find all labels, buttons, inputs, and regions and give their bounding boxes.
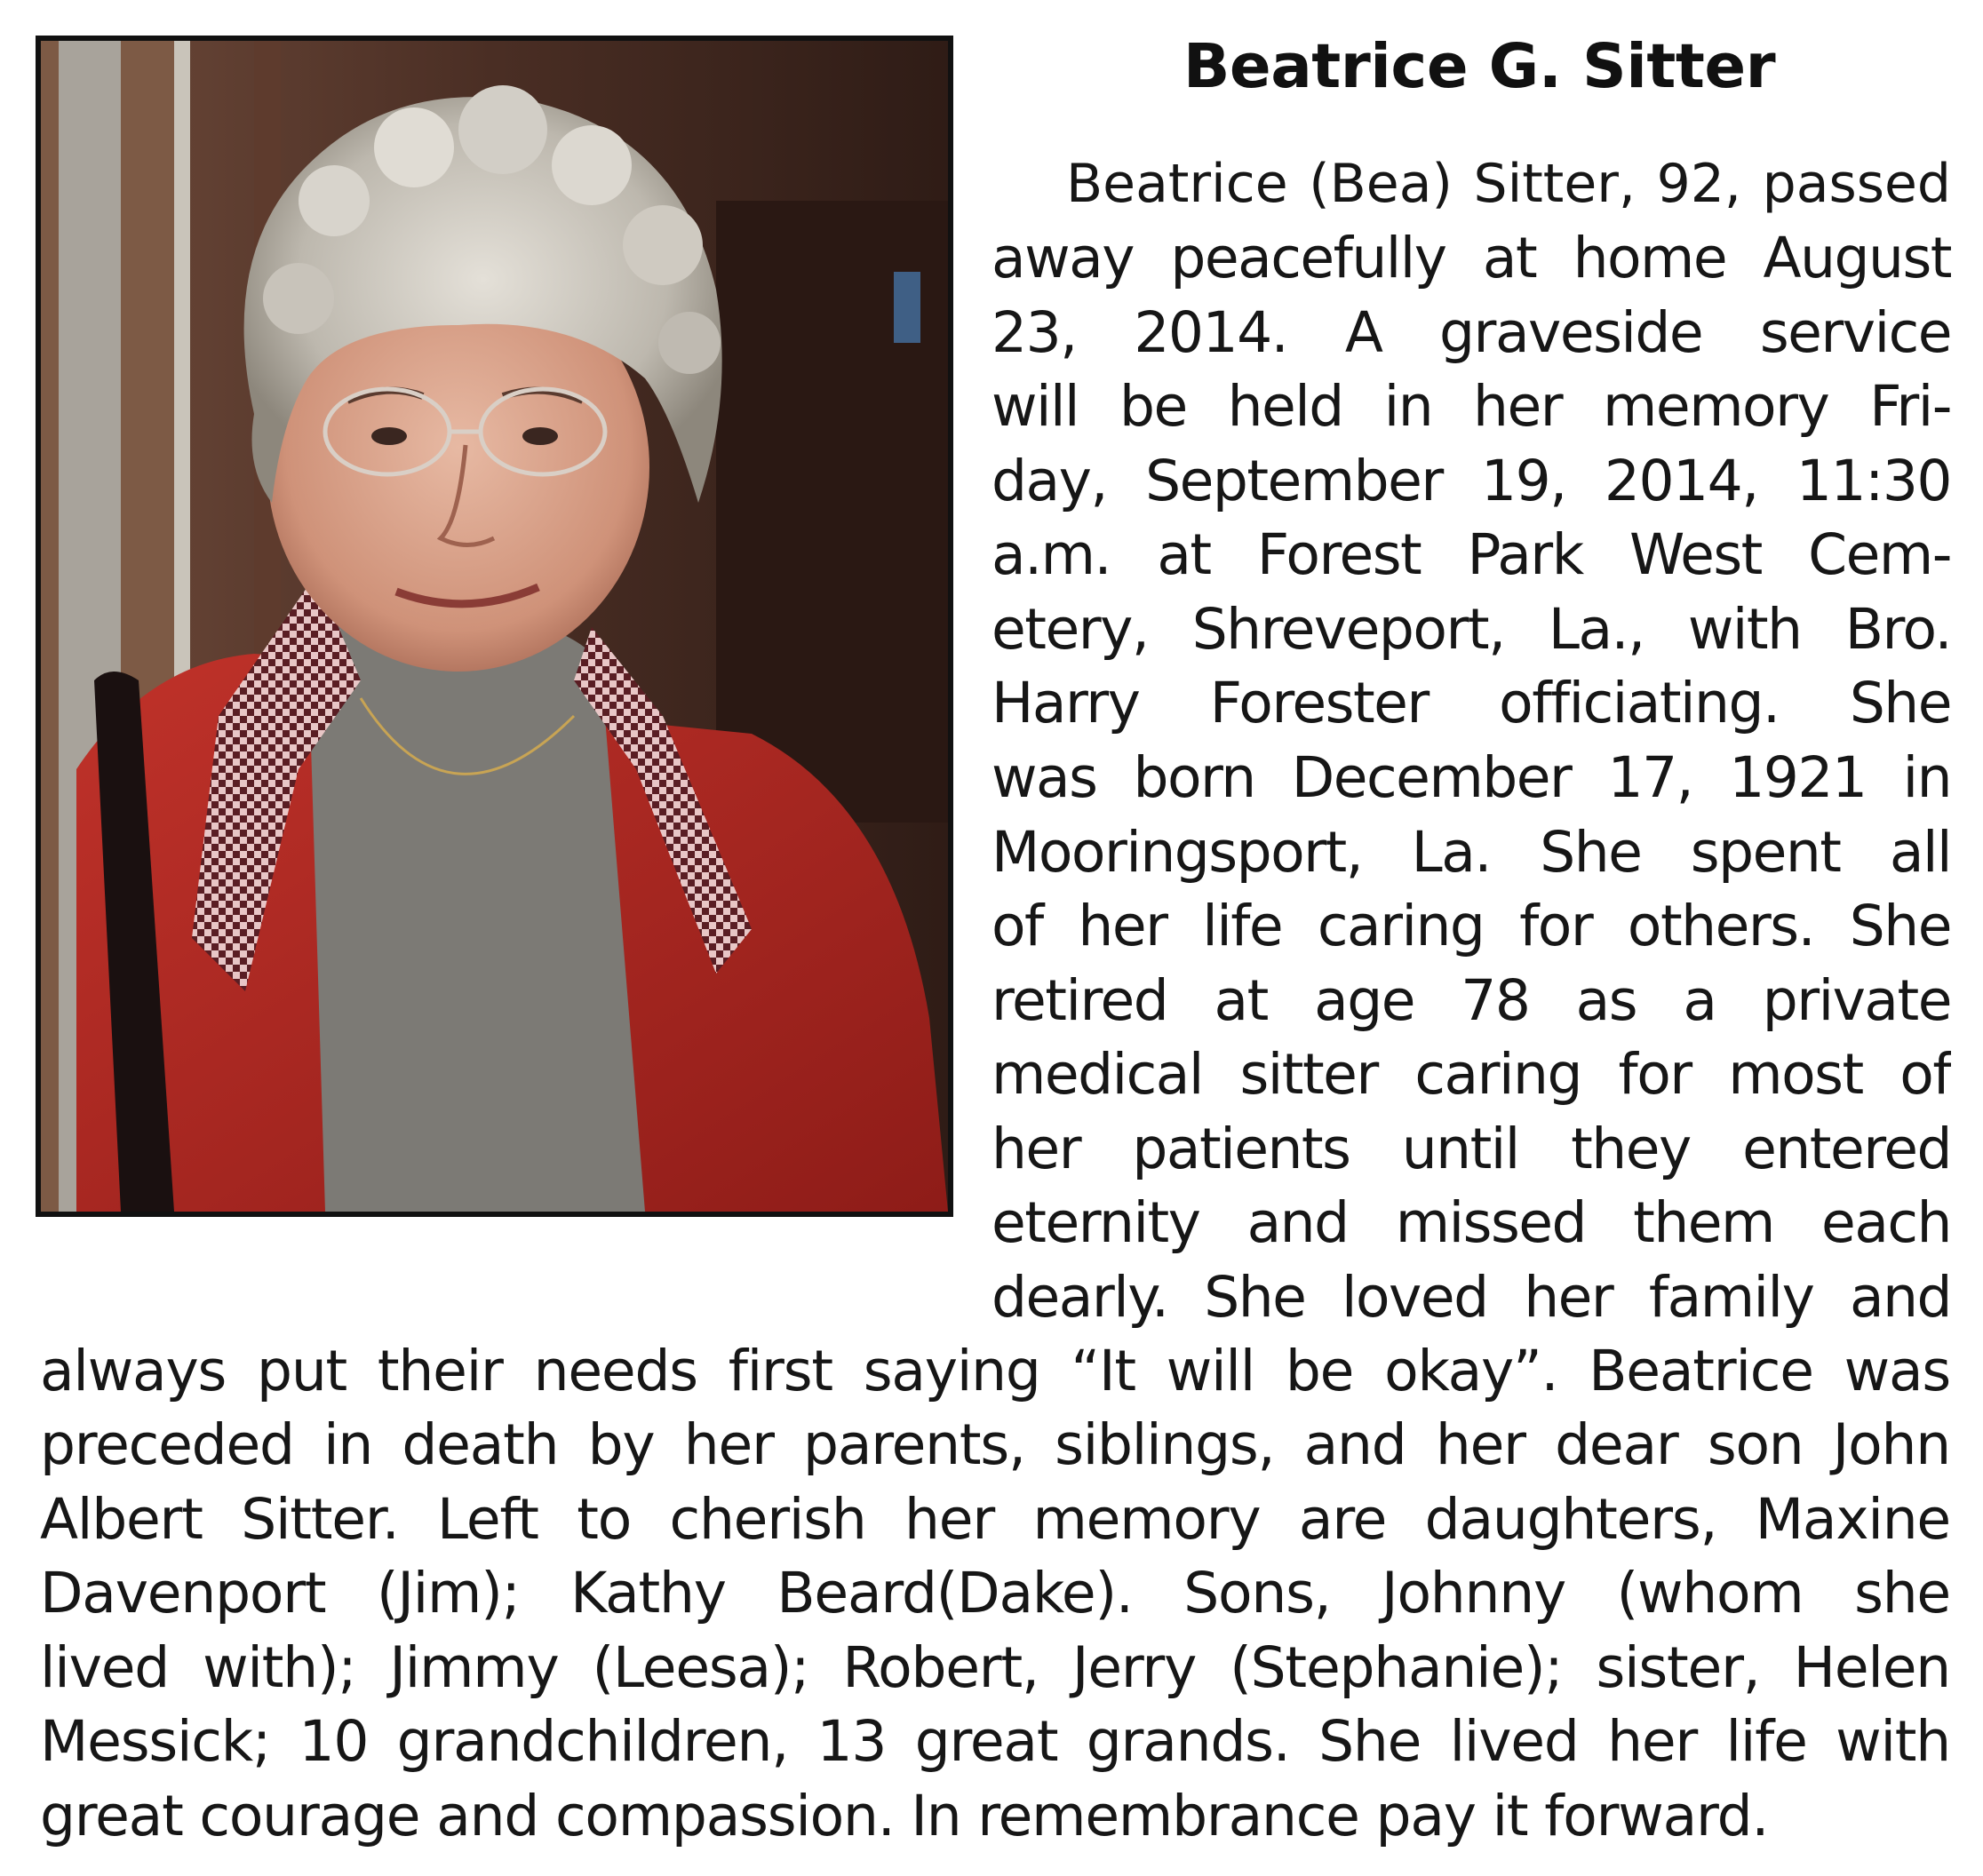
body-line: Mooringsport, La. She spent all — [992, 820, 1951, 885]
obituary-title: Beatrice G. Sitter — [1183, 31, 1776, 102]
body-line: a.m. at Forest Park West Cem- — [992, 522, 1951, 587]
body-line: day, September 19, 2014, 11:30 — [992, 449, 1951, 513]
body-line: Albert Sitter. Left to cherish her memory are daughters, Maxine — [40, 1487, 1950, 1552]
body-line: preceded in death by her parents, siblings, and her dear son John — [40, 1412, 1950, 1477]
body-line: always put their needs first saying “It will be okay”. Beatrice was — [40, 1339, 1950, 1403]
body-line: her patients until they entered — [992, 1117, 1951, 1181]
body-line: great courage and compassion. In remembrance pay it forward. — [40, 1784, 1769, 1848]
body-line: lived with); Jimmy (Leesa); Robert, Jerry (Stephanie); sister, Helen — [40, 1635, 1950, 1700]
body-line: eternity and missed them each — [992, 1190, 1951, 1255]
body-line: dearly. She loved her family and — [992, 1265, 1951, 1330]
body-line: retired at age 78 as a private — [992, 968, 1951, 1033]
body-line: Beatrice (Bea) Sitter, 92, passed — [1066, 153, 1951, 215]
body-line: medical sitter caring for most of — [992, 1042, 1951, 1107]
body-line: etery, Shreveport, La., with Bro. — [992, 597, 1951, 662]
body-line: Harry Forester officiating. She — [992, 671, 1951, 735]
body-line: Messick; 10 grandchildren, 13 great grands. She lived her life with — [40, 1709, 1950, 1774]
body-line: was born December 17, 1921 in — [992, 745, 1951, 810]
body-line: Davenport (Jim); Kathy Beard(Dake). Sons, Johnny (whom she — [40, 1561, 1950, 1626]
body-line: of her life caring for others. She — [992, 894, 1951, 958]
portrait-photo — [36, 36, 953, 1217]
body-line: will be held in her memory Fri- — [992, 374, 1951, 439]
body-line: away peacefully at home August — [992, 226, 1951, 290]
body-line: 23, 2014. A graveside service — [992, 300, 1951, 365]
portrait-illustration — [41, 41, 948, 1212]
